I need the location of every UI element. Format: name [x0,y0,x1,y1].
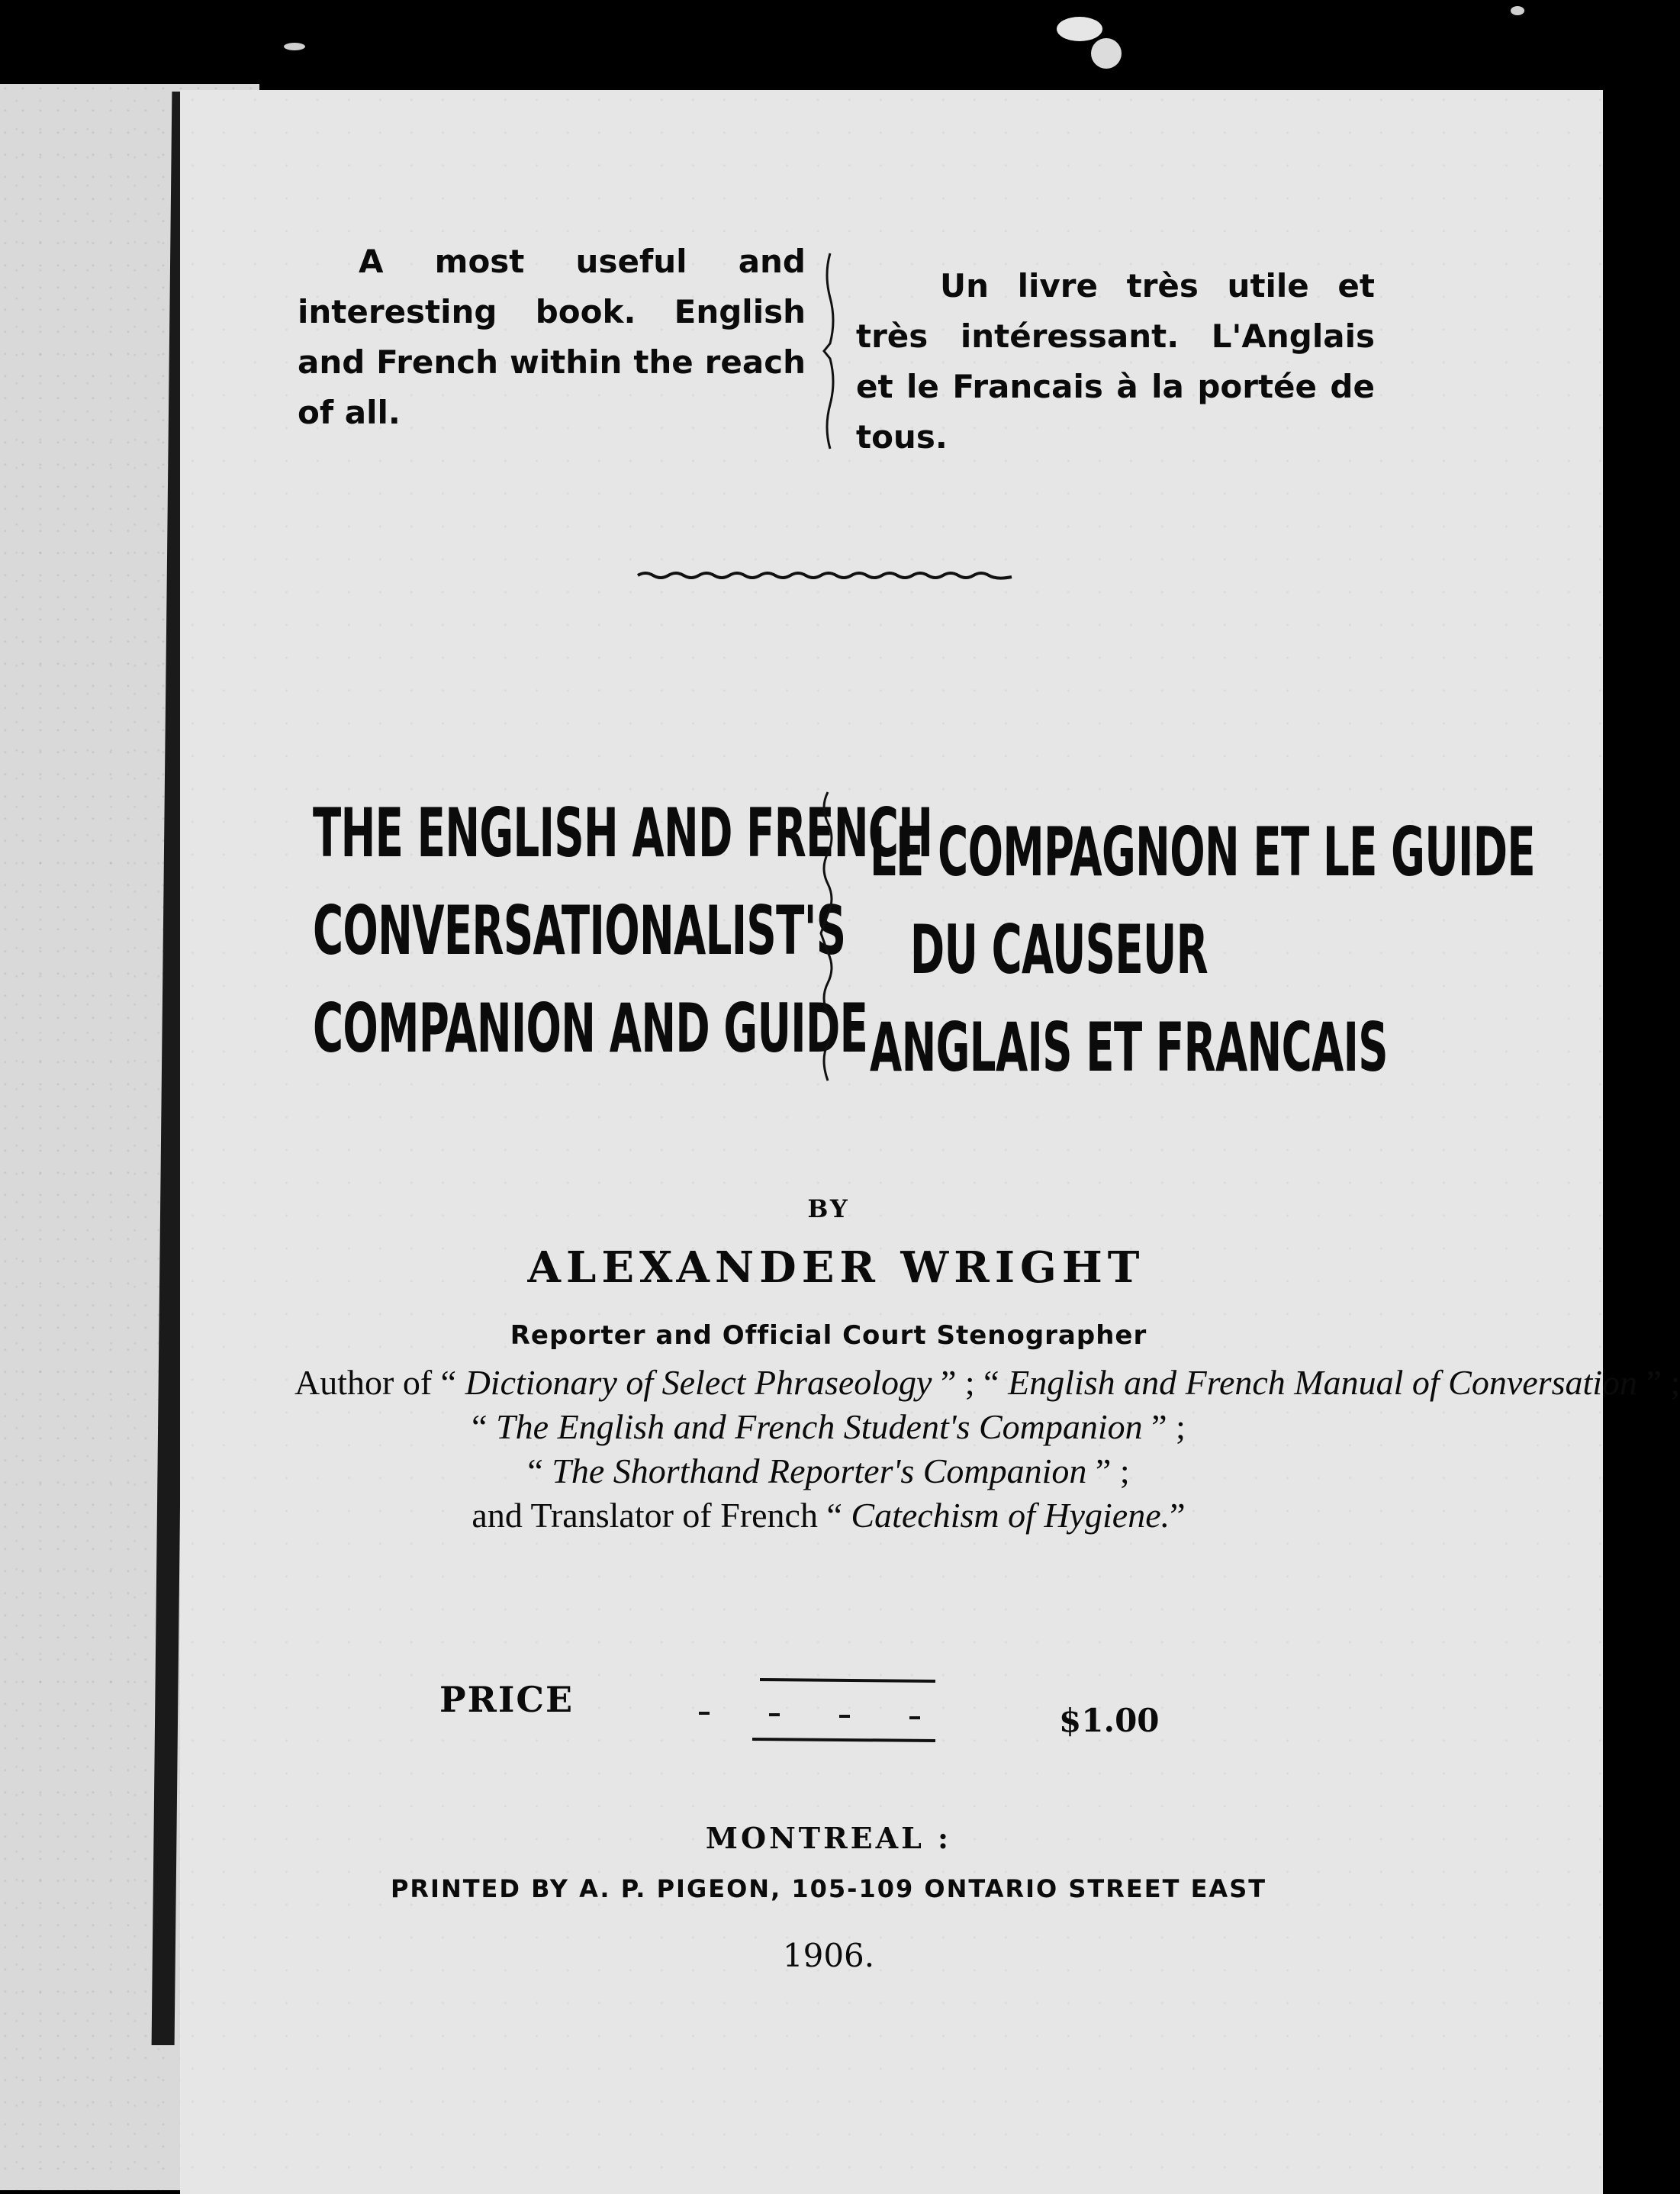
credits-line-4: and Translator of French “ Catechism of Hygiene.” [471,1496,1186,1535]
work-title: Dictionary of Select Phraseology [465,1363,932,1402]
curly-brace-divider [821,252,839,450]
credits-line-2: “ The English and French Student's Companion ” ; [471,1407,1186,1446]
work-title: The Shorthand Reporter's Companion [552,1451,1087,1490]
work-title: Catechism of Hygiene. [851,1496,1170,1535]
scan-artifact [284,43,305,50]
scan-artifact [1057,17,1102,41]
author-name: ALEXANDER WRIGHT [527,1242,1145,1293]
by-label: BY [807,1194,850,1223]
printer-line: PRINTED BY A. P. PIGEON, 105-109 ONTARIO STREET EAST [390,1874,1267,1903]
scan-artifact [1511,6,1524,15]
work-title: The English and French Student's Companion [496,1407,1143,1446]
title-english-line-1: THE ENGLISH AND FRENCH [313,794,933,872]
publication-city: MONTREAL : [705,1821,952,1855]
price-value: $1.00 [1059,1702,1160,1739]
ornamental-divider [638,563,1012,586]
scan-artifact [1091,38,1122,69]
credits-line-1: Author of “ Dictionary of Select Phraseology ” ; “ English and French Manual of Conversation ” ; [294,1363,1680,1402]
title-french [870,804,1536,1097]
title-french-line-1: LE COMPAGNON ET LE GUIDE [870,813,1536,891]
title-page [180,90,1680,2194]
work-title: English and French Manual of Conversation [1008,1363,1638,1402]
price-label: PRICE [439,1679,574,1720]
blurb-french: Un livre très utile et très intéressant. L'Anglais et le Francais à la portée de tous. [856,267,1375,456]
title-french-line-3: ANGLAIS ET FRANCAIS [870,1008,1388,1087]
blurb-english: A most useful and interesting book. English and French within the reach of all. [298,243,806,431]
author-role: Reporter and Official Court Stenographer [510,1320,1147,1351]
title-english-line-3: COMPANION AND GUIDE [313,989,868,1068]
title-english [313,784,933,1078]
title-english-line-2: CONVERSATIONALIST'S [313,891,846,970]
title-french-line-2: DU CAUSEUR [909,910,1209,989]
publication-year: 1906. [782,1937,875,1974]
price-leader-dashes [668,1674,1126,1742]
credits-line-3: “ The Shorthand Reporter's Companion ” ; [527,1451,1130,1490]
author-credits [294,1361,1680,1538]
title-wavy-divider [818,792,838,1082]
